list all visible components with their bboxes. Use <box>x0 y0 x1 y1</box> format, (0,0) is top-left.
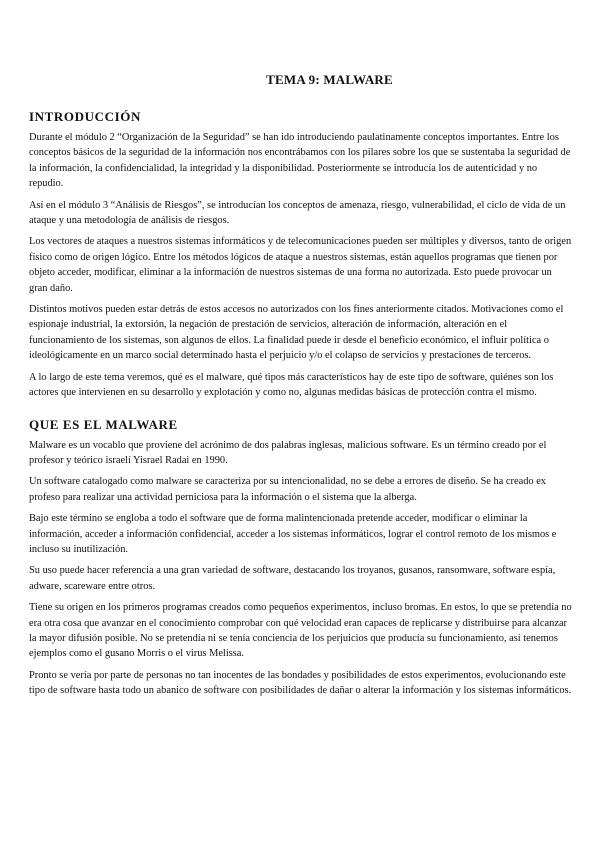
paragraph: Distintos motivos pueden estar detrás de estos accesos no autorizados con los fines anteriormente citados. Motivaciones como el espionaje industrial, la extorsión, la negación de prestación de servicios, alteración de información, alteración en el funcionamiento de los sistemas, son algunos de ellos. La finalidad puede ir desde el beneficio económico, el influir política o ideológicamente en un marco social determinado hasta el perjuicio y/o el colapso de servicios y prestaciones de terceros. <box>29 304 564 362</box>
section-introduccion <box>29 109 572 401</box>
paragraph: Durante el módulo 2 “Organización de la Seguridad” se han ido introduciendo paulatinamente conceptos importantes. Entre los conceptos básicos de la seguridad de la información nos encontrábamos con los pilares sobre los que se sustentaba la seguridad de la información, la confidencialidad, la integridad y la disponibilidad. Posteriormente se introducía los de autenticidad y no repudio. <box>29 132 571 190</box>
paragraph: Bajo este término se engloba a todo el software que de forma malintencionada pretende acceder, modificar o eliminar la información, acceder a información confidencial, acceder a los sistemas informáticos, lograr el control remoto de los mismos e incluso su inutilización. <box>29 513 557 555</box>
paragraph: Tiene su origen en los primeros programas creados como pequeños experimentos, incluso bromas. En estos, lo que se pretendía no era otra cosa que avanzar en el conocimiento comprobar con qué velocidad eran capaces de replicarse y distribuirse para alcanzar la mayor difusión posible. No se pretendía ni se tenía conciencia de los perjuicios que producía su funcionamiento, así tenemos ejemplos como el gusano Morris o el virus Melissa. <box>29 602 572 660</box>
paragraph: Su uso puede hacer referencia a una gran variedad de software, destacando los troyanos, gusanos, ransomware, software espía, adware, scareware entre otros. <box>29 565 556 592</box>
paragraph: Así en el módulo 3 “Análisis de Riesgos”, se introducían los conceptos de amenaza, riesgo, vulnerabilidad, el ciclo de vida de un ataque y una metodología de análisis de riesgos. <box>29 199 566 227</box>
document-title: TEMA 9: MALWARE <box>266 72 393 87</box>
section-heading: INTRODUCCIÓN <box>29 109 141 124</box>
section-que-es-el-malware <box>29 417 572 699</box>
paragraph: Pronto se vería por parte de personas no tan inocentes de las bondades y posibilidades de estos experimentos, evolucionando este tipo de software hasta todo un abanico de software con posibilidades de dañar o alterar la información y los sistemas informáticos. <box>29 669 572 697</box>
paragraph: Un software catalogado como malware se caracteriza por su intencionalidad, no se debe a errores de diseño. Se ha creado ex profeso para realizar una actividad perniciosa para la información o el sistema que la alberga. <box>29 476 546 503</box>
paragraph: Malware es un vocablo que proviene del acrónimo de dos palabras inglesas, malicious software. Es un término creado por el profesor y teórico israelí Yisrael Radai en 1990. <box>29 439 547 466</box>
paragraph: Los vectores de ataques a nuestros sistemas informáticos y de telecomunicaciones pueden ser múltiples y diversos, tanto de origen físico como de origen lógico. Entre los métodos lógicos de ataque a nuestros sistemas, están aquellos programas que tienen por objeto acceder, modificar, eliminar a la información de nuestros sistemas de una forma no autorizada. Esto puede provocar un gran daño. <box>29 236 572 294</box>
section-heading: QUE ES EL MALWARE <box>29 416 178 432</box>
paragraph: A lo largo de este tema veremos, qué es el malware, qué tipos más característicos hay de este tipo de software, quiénes son los actores que intervienen en su desarrollo y explotación y como no, algunas medidas básicas de protección contra el mismo. <box>29 371 554 399</box>
